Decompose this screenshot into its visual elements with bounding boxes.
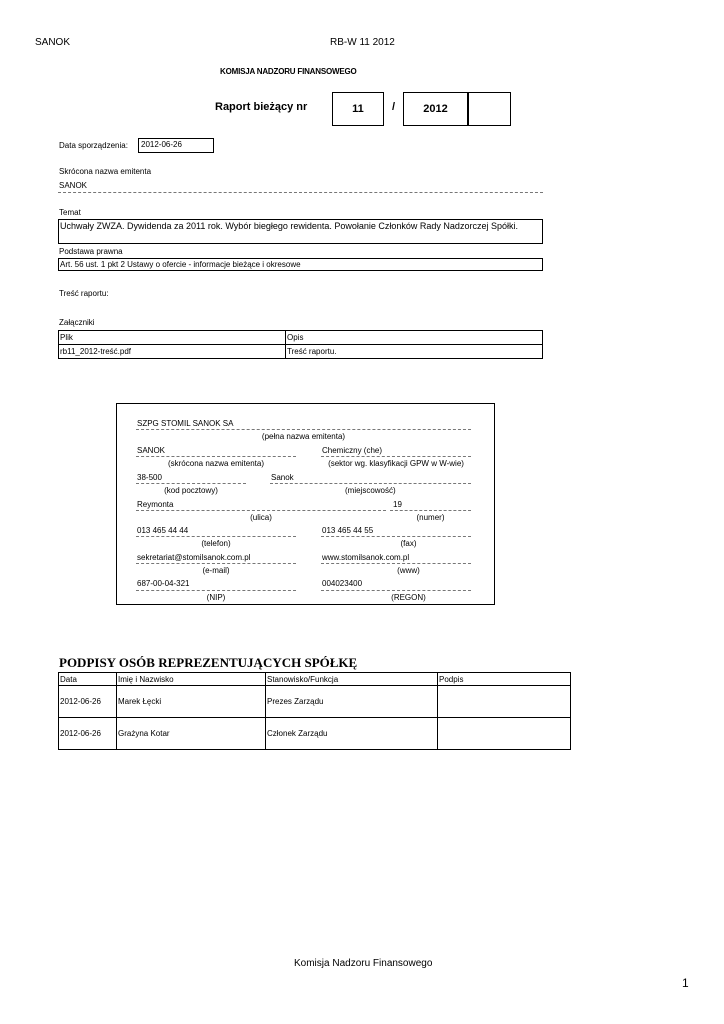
- issuer-street: Reymonta: [137, 500, 174, 509]
- sig-header-signature: Podpis: [438, 673, 571, 686]
- attachments-header-desc: Opis: [286, 331, 543, 345]
- sig-header-name: Imię i Nazwisko: [117, 673, 266, 686]
- attachments-label: Załączniki: [59, 318, 95, 327]
- issuer-sector: Chemiczny (che): [322, 446, 383, 455]
- report-number: 11: [332, 92, 384, 126]
- attachment-description: Treść raportu.: [286, 345, 543, 359]
- table-row: [59, 331, 543, 345]
- short-name-label: Skrócona nazwa emitenta: [59, 167, 152, 176]
- issuer-city-caption: (miejscowość): [345, 486, 396, 495]
- table-row: [59, 718, 571, 750]
- footer-text: Komisja Nadzoru Finansowego: [294, 958, 433, 969]
- sig-header-position: Stanowisko/Funkcja: [266, 673, 438, 686]
- issuer-short-name-caption: (skrócona nazwa emitenta): [167, 459, 265, 468]
- sig-date: 2012-06-26: [59, 718, 117, 750]
- date-value: 2012-06-26: [138, 138, 214, 153]
- issuer-postcode: 38-500: [137, 473, 162, 482]
- legal-label: Podstawa prawna: [59, 247, 123, 256]
- attachments-header-file: Plik: [59, 331, 286, 345]
- sig-name: Grażyna Kotar: [117, 718, 266, 750]
- header-report-id: RB-W 11 2012: [330, 37, 395, 48]
- issuer-phone-caption: (telefon): [201, 539, 231, 548]
- issuer-number-caption: (numer): [416, 513, 445, 522]
- short-name-value: SANOK: [59, 181, 88, 190]
- issuer-www-caption: (www): [397, 566, 420, 575]
- attachments-table: [58, 330, 543, 359]
- issuer-nip-caption: (NIP): [206, 593, 226, 602]
- sig-name: Marek Łęcki: [117, 686, 266, 718]
- issuer-email[interactable]: sekretariat@stomilsanok.com.pl: [137, 553, 251, 562]
- report-year: 2012: [403, 92, 468, 126]
- attachment-file-link[interactable]: rb11_2012-treść.pdf: [59, 345, 286, 359]
- content-label: Treść raportu:: [59, 289, 109, 298]
- issuer-number: 19: [393, 500, 402, 509]
- issuer-regon-caption: (REGON): [391, 593, 426, 602]
- issuer-city: Sanok: [271, 473, 294, 482]
- issuer-regon: 004023400: [322, 579, 363, 588]
- sig-signature: [438, 718, 571, 750]
- signatures-title: PODPISY OSÓB REPREZENTUJĄCYCH SPÓŁKĘ: [59, 655, 358, 670]
- issuer-full-name-caption: (pełna nazwa emitenta): [261, 432, 346, 441]
- issuer-sector-caption: (sektor wg. klasyfikacji GPW w W-wie): [328, 459, 464, 468]
- subject-label: Temat: [59, 208, 81, 217]
- issuer-www[interactable]: www.stomilsanok.com.pl: [322, 553, 410, 562]
- sig-header-date: Data: [59, 673, 117, 686]
- legal-value: Art. 56 ust. 1 pkt 2 Ustawy o ofercie - informacje bieżące i okresowe: [58, 258, 543, 271]
- date-label: Data sporządzenia:: [59, 141, 128, 150]
- short-name-underline: [58, 192, 543, 193]
- commission-title: KOMISJA NADZORU FINANSOWEGO: [220, 67, 357, 76]
- page-number: 1: [682, 976, 689, 990]
- report-label: Raport bieżący nr: [215, 101, 308, 113]
- issuer-short-name: SANOK: [137, 446, 166, 455]
- report-slash: /: [392, 101, 396, 113]
- table-row: [59, 686, 571, 718]
- issuer-full-name: SZPG STOMIL SANOK SA: [137, 419, 234, 428]
- subject-value: Uchwały ZWZA. Dywidenda za 2011 rok. Wybór biegłego rewidenta. Powołanie Członków Rady Nadzorczej Spółki.: [58, 219, 543, 244]
- table-row: [59, 673, 571, 686]
- sig-position: Prezes Zarządu: [266, 686, 438, 718]
- issuer-email-caption: (e-mail): [202, 566, 230, 575]
- table-row: [59, 345, 543, 359]
- sig-date: 2012-06-26: [59, 686, 117, 718]
- header-left: SANOK: [35, 37, 71, 48]
- signatures-table: [58, 672, 571, 750]
- sig-signature: [438, 686, 571, 718]
- issuer-fax-caption: (fax): [400, 539, 417, 548]
- issuer-nip: 687-00-04-321: [137, 579, 190, 588]
- sig-position: Członek Zarządu: [266, 718, 438, 750]
- report-extra-box: [468, 92, 511, 126]
- issuer-fax: 013 465 44 55: [322, 526, 374, 535]
- issuer-postcode-caption: (kod pocztowy): [164, 486, 218, 495]
- issuer-phone: 013 465 44 44: [137, 526, 189, 535]
- issuer-street-caption: (ulica): [250, 513, 272, 522]
